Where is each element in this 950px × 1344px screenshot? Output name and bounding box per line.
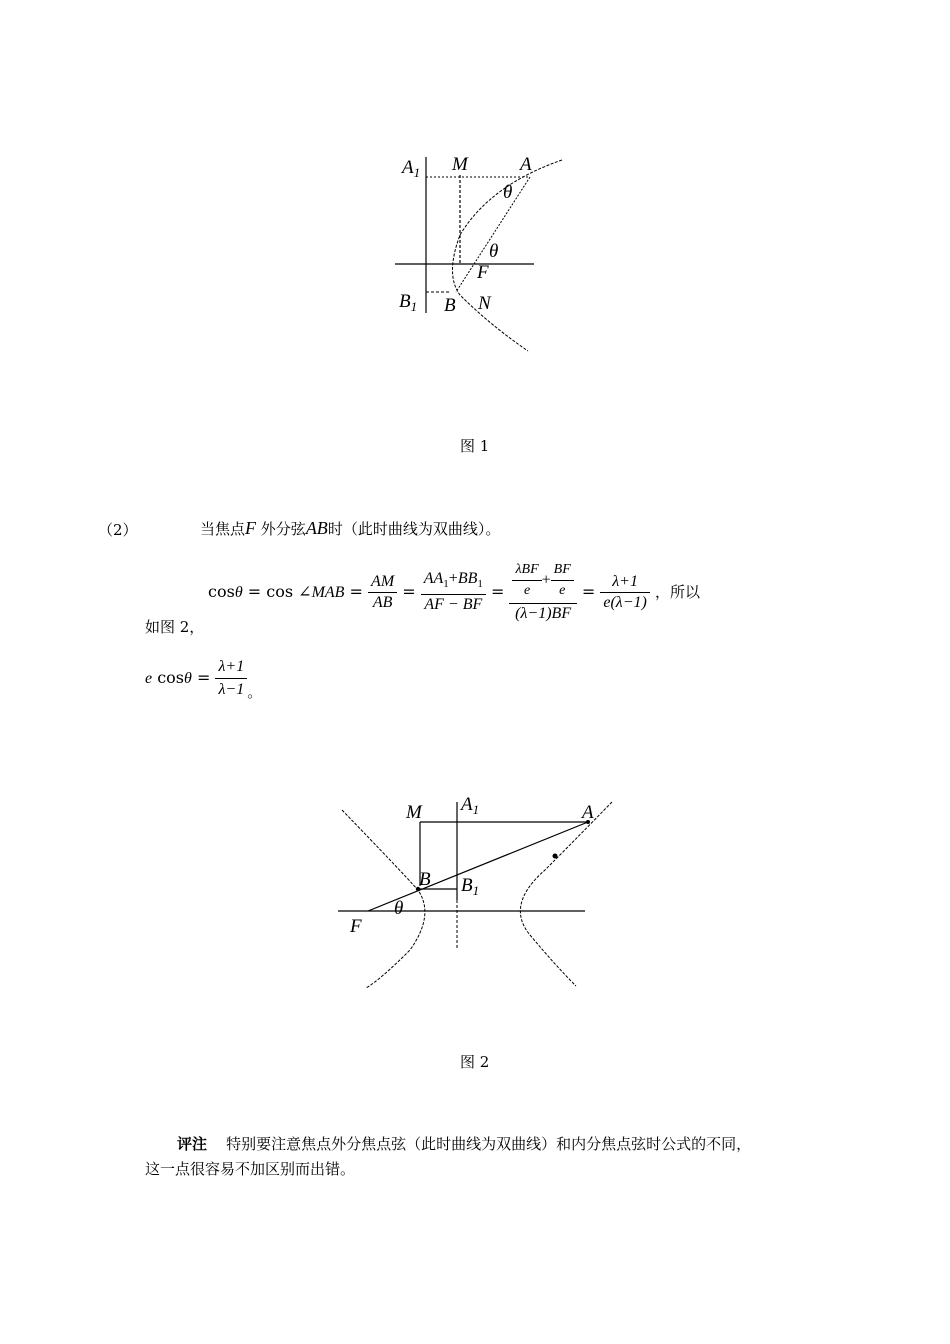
remark-line-2: 这一点很容易不加区别而出错。 xyxy=(145,1160,356,1178)
label-b: B xyxy=(419,869,431,890)
section-2-number: （2） xyxy=(98,521,138,539)
label-a: A xyxy=(520,154,532,175)
point-right xyxy=(553,854,558,859)
fraction-complex: $\frac{\text{λBF}}{e}$ + $\frac{BF}{e}$ (λ−1)BF xyxy=(509,560,576,624)
label-m: M xyxy=(452,154,468,175)
fraction-lambda-e: $\frac{\lambda+1}{e(\lambda-1)}$ xyxy=(600,572,649,613)
label-a1: $A_1$ xyxy=(461,794,480,817)
hyperbola-left-branch xyxy=(342,810,425,988)
fraction-aa1-bb1: $\frac{AA_1+BB_1}{AF - BF}$ xyxy=(421,569,486,615)
label-theta-top: θ xyxy=(503,182,513,203)
formula-1-prefix: 如图 2， xyxy=(145,618,205,636)
label-theta: θ xyxy=(394,898,404,919)
figure-1-caption: 图 1 xyxy=(460,437,490,455)
label-b1: $B_1$ xyxy=(461,875,480,898)
section-2-text: 当焦点F 外分弦AB时（此时曲线为双曲线）。 xyxy=(200,518,501,538)
label-b: B xyxy=(444,295,456,316)
formula-2: e cosθ = $\frac{\lambda+1}{\lambda-1}$ 。 xyxy=(145,658,263,701)
label-f: F xyxy=(350,916,362,937)
hyperbola-right-branch xyxy=(520,802,612,986)
chord-ab xyxy=(456,177,530,292)
label-f: F xyxy=(477,262,489,283)
label-n: N xyxy=(478,293,491,314)
fraction-am-ab: $\frac{AM}{AB}$ xyxy=(368,572,397,613)
remark-line-1: 评注 特别要注意焦点外分焦点弦（此时曲线为双曲线）和内分焦点弦时公式的不同， xyxy=(177,1135,752,1153)
remark-title: 评注 xyxy=(177,1135,208,1153)
label-b1: $B_1$ xyxy=(399,291,418,314)
fraction-lambda: $\frac{\lambda+1}{\lambda-1}$ xyxy=(215,656,247,701)
label-a1: $A_1$ xyxy=(402,157,421,180)
formula-1: cosθ = cos ∠MAB = $\frac{AM}{AB}$ = $\frac{AA_1+BB_1}{AF - BF}$ = $\frac{\text{λBF}}{e}$ + $\frac{BF}{e}$ (λ−1)BF = $\frac{\lambda+1}{e(\lambda-1)}$ ，所以 xyxy=(208,562,700,622)
figure-2-caption: 图 2 xyxy=(460,1053,490,1071)
label-m: M xyxy=(406,802,422,823)
label-a: A xyxy=(582,802,594,823)
figure-1-diagram xyxy=(380,145,580,360)
label-theta-mid: θ xyxy=(489,241,499,262)
figure-2-diagram xyxy=(330,790,620,995)
